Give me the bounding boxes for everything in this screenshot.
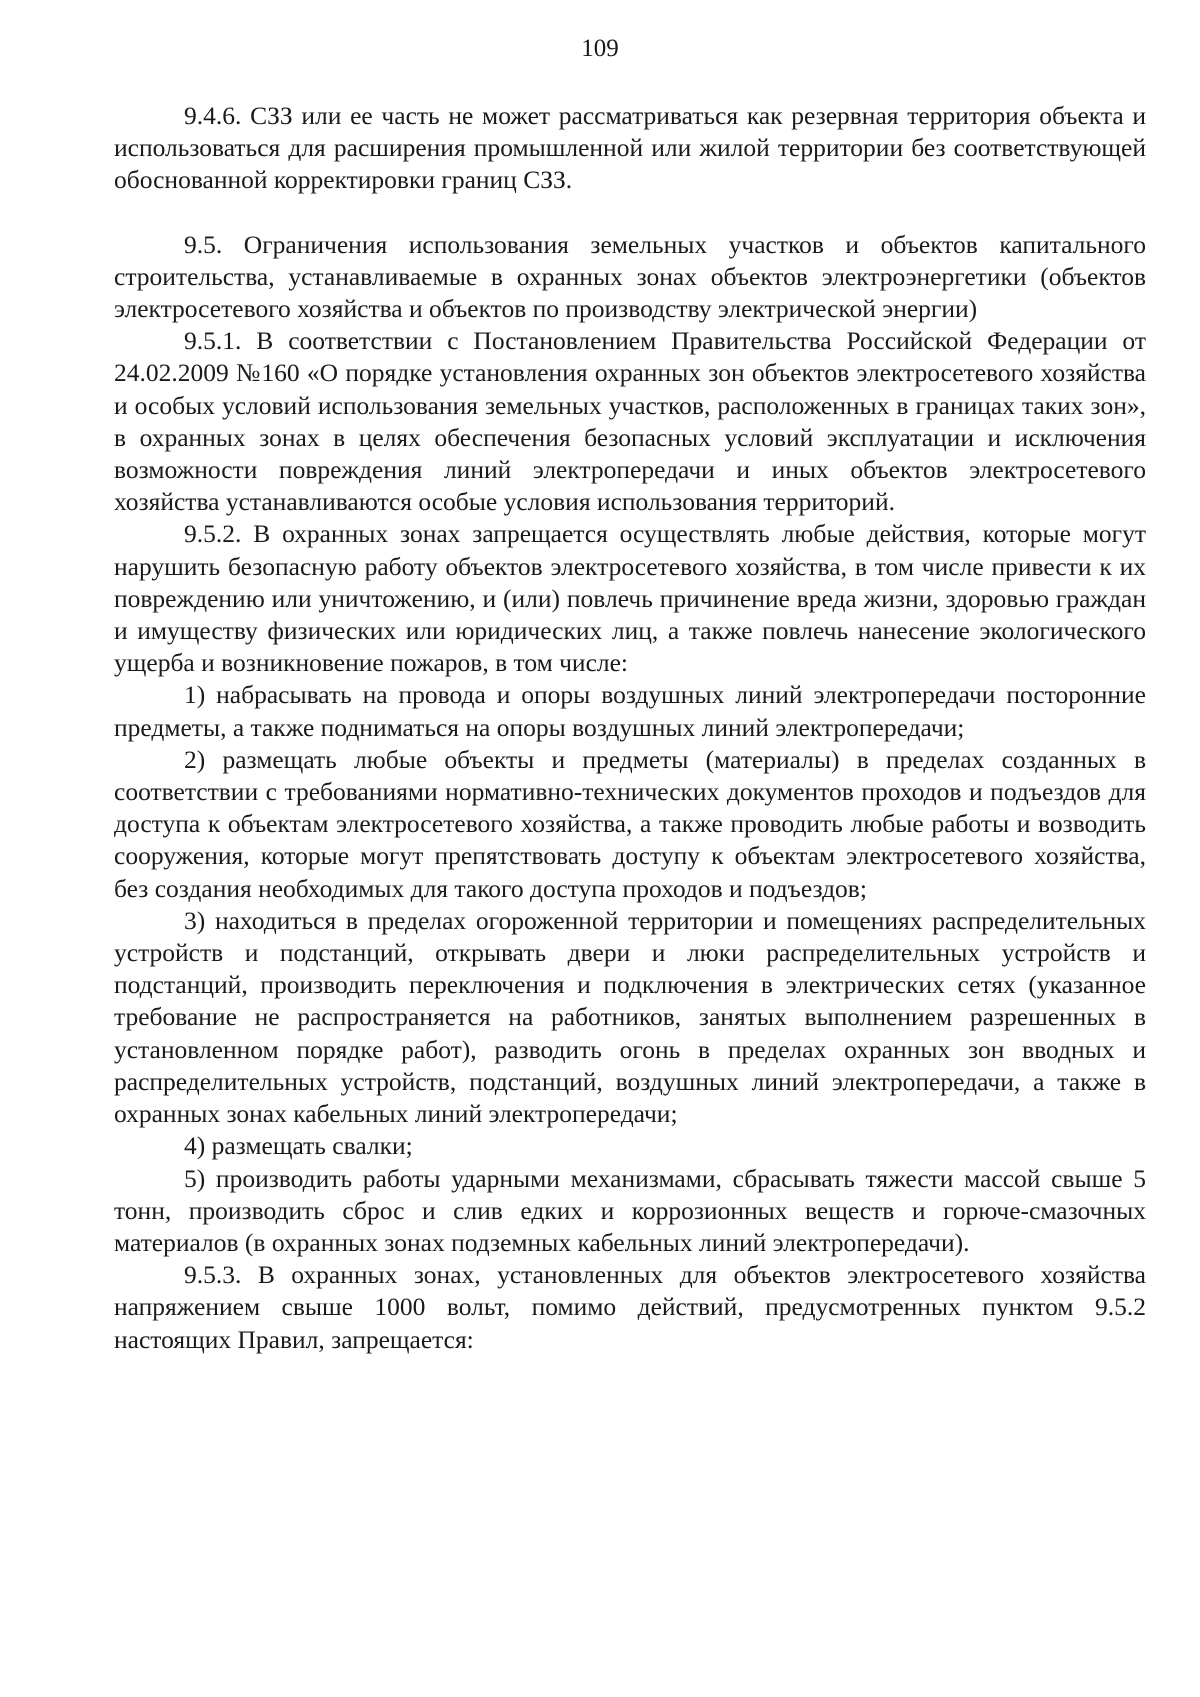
- paragraph-9-5-1: 9.5.1. В соответствии с Постановлением Правительства Российской Федерации от 24.02.2009 №160 «О порядке установления охранных зон объектов электросетевого хозяйства и особых условий использования земельных участков, расположенных в границах таких зон», в охранных зонах в целях обеспечения безопасных условий эксплуатации и исключения возможности повреждения линий электропередачи и иных объектов электросетевого хозяйства устанавливаются особые условия использования территорий.: [114, 326, 1146, 517]
- paragraph-9-5-2: 9.5.2. В охранных зонах запрещается осуществлять любые действия, которые могут нарушить безопасную работу объектов электросетевого хозяйства, в том числе привести к их повреждению или уничтожению, и (или) повлечь причинение вреда жизни, здоровью граждан и имуществу физических или юридических лиц, а также повлечь нанесение экологического ущерба и возникновение пожаров, в том числе:: [114, 519, 1146, 678]
- page-number: 109: [581, 35, 619, 62]
- paragraph-9-5-3: 9.5.3. В охранных зонах, установленных для объектов электросетевого хозяйства напряжением свыше 1000 вольт, помимо действий, предусмотренных пунктом 9.5.2 настоящих Правил, запрещается:: [114, 1260, 1146, 1354]
- document-body: [114, 100, 1146, 1356]
- paragraph-9-4-6: 9.4.6. СЗЗ или ее часть не может рассматриваться как резервная территория объекта и использоваться для расширения промышленной или жилой территории без соответствующей обоснованной корректировки границ СЗЗ.: [114, 101, 1146, 195]
- section-heading-9-5: 9.5. Ограничения использования земельных участков и объектов капитального строительства, устанавливаемые в охранных зонах объектов электроэнергетики (объектов электросетевого хозяйства и объектов по производству электрической энергии): [114, 229, 1146, 324]
- list-item-5: 5) производить работы ударными механизмами, сбрасывать тяжести массой свыше 5 тонн, производить сброс и слив едких и коррозионных веществ и горюче-смазочных материалов (в охранных зонах подземных кабельных линий электропередачи).: [114, 1163, 1146, 1257]
- list-item-2: 2) размещать любые объекты и предметы (материалы) в пределах созданных в соответствии с требованиями нормативно-технических документов проходов и подъездов для доступа к объектам электросетевого хозяйства, а также проводить любые работы и возводить сооружения, которые могут препятствовать доступу к объектам электросетевого хозяйства, без создания необходимых для такого доступа проходов и подъездов;: [114, 744, 1146, 903]
- list-item-4: 4) размещать свалки;: [184, 1131, 413, 1161]
- list-item-3: 3) находиться в пределах огороженной территории и помещениях распределительных устройств и подстанций, открывать двери и люки распределительных устройств и подстанций, производить переключения и подключения в электрических сетях (указанное требование не распространяется на работников, занятых выполнением разрешенных в установленном порядке работ), разводить огонь в пределах охранных зон вводных и распределительных устройств, подстанций, воздушных линий электропередачи, а также в охранных зонах кабельных линий электропередачи;: [114, 905, 1146, 1129]
- list-item-1: 1) набрасывать на провода и опоры воздушных линий электропередачи посторонние предметы, а также подниматься на опоры воздушных линий электропередачи;: [114, 680, 1146, 742]
